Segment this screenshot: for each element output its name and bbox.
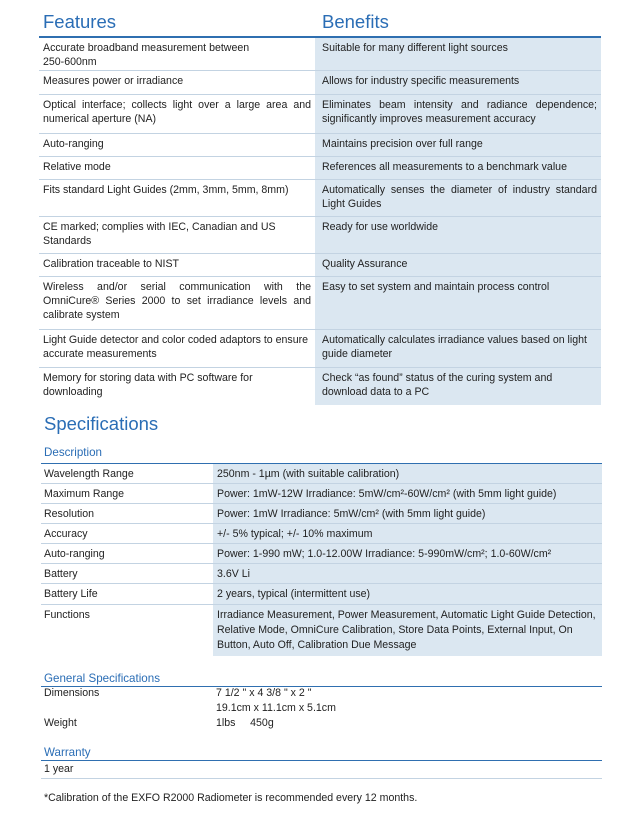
feature-cell: Auto-ranging [43, 138, 104, 150]
spec-value: 2 years, typical (intermittent use) [213, 584, 602, 604]
spec-row [41, 464, 602, 484]
benefit-cell: Check “as found” status of the curing system and download data to a PC [315, 368, 601, 405]
general-specifications-table [41, 686, 602, 731]
features-heading: Features [43, 11, 117, 32]
spec-label: Maximum Range [44, 488, 125, 500]
feature-row [39, 134, 601, 157]
feature-cell: Relative mode [43, 161, 111, 173]
warranty-heading: Warranty [44, 746, 91, 759]
feature-cell: Memory for storing data with PC software for downloading [43, 372, 253, 398]
feature-row [39, 95, 601, 134]
weight-row [41, 716, 602, 731]
feature-row [39, 180, 601, 217]
feature-row [39, 277, 601, 330]
spec-row [41, 605, 602, 656]
spec-value: 250nm - 1µm (with suitable calibration) [213, 464, 602, 483]
spec-row [41, 504, 602, 524]
spec-row [41, 484, 602, 504]
feature-row [39, 157, 601, 180]
benefit-cell: Automatically calculates irradiance values based on light guide diameter [315, 330, 601, 367]
dimensions-imperial: 7 1/2 " x 4 3/8 " x 2 " [216, 687, 312, 699]
spec-value: 3.6V Li [213, 564, 602, 583]
benefit-cell: Suitable for many different light sources [315, 38, 601, 70]
benefit-cell: References all measurements to a benchmark value [315, 157, 601, 179]
feature-cell: Wireless and/or serial communication with the OmniCure® Series 2000 to set irradiance levels and calibrate system [43, 281, 311, 321]
feature-row [39, 71, 601, 95]
dimensions-label: Dimensions [44, 687, 100, 699]
benefit-cell: Eliminates beam intensity and radiance dependence; significantly improves measurement accuracy [315, 95, 601, 133]
benefits-heading: Benefits [322, 11, 389, 32]
dimensions-metric: 19.1cm x 11.1cm x 5.1cm [216, 702, 336, 714]
dimensions-metric-row [41, 701, 602, 716]
general-specifications-heading: General Specifications [44, 672, 160, 685]
feature-row [39, 38, 601, 71]
feature-cell: Calibration traceable to NIST [43, 258, 180, 270]
feature-cell: CE marked; complies with IEC, Canadian and US Standards [43, 221, 276, 247]
warranty-value: 1 year [44, 763, 74, 775]
feature-row [39, 368, 601, 405]
warranty-bottom-divider [41, 778, 602, 779]
benefit-cell: Automatically senses the diameter of industry standard Light Guides [315, 180, 601, 216]
dimensions-row [41, 686, 602, 701]
benefit-cell: Maintains precision over full range [315, 134, 601, 156]
spec-label: Accuracy [44, 528, 88, 540]
description-heading: Description [44, 446, 102, 459]
feature-cell: Light Guide detector and color coded adaptors to ensure accurate measurements [43, 334, 309, 360]
features-benefits-table [39, 8, 601, 405]
spec-label: Resolution [44, 508, 95, 520]
feature-cell: Accurate broadband measurement between 250-600nm [43, 42, 250, 68]
feature-cell: Optical interface; collects light over a large area and numerical aperture (NA) [43, 99, 311, 125]
benefit-cell: Allows for industry specific measurements [315, 71, 601, 94]
weight-label: Weight [44, 717, 77, 729]
features-benefits-header [39, 8, 601, 38]
spec-label: Auto-ranging [44, 548, 105, 560]
feature-row [39, 330, 601, 368]
spec-value: Power: 1mW Irradiance: 5mW/cm² (with 5mm light guide) [213, 504, 602, 523]
spec-row [41, 564, 602, 584]
benefit-cell: Quality Assurance [315, 254, 601, 276]
spec-row [41, 584, 602, 605]
spec-row [41, 524, 602, 544]
feature-row [39, 217, 601, 254]
spec-value: +/- 5% typical; +/- 10% maximum [213, 524, 602, 543]
specifications-heading: Specifications [44, 413, 159, 434]
feature-cell: Fits standard Light Guides (2mm, 3mm, 5mm, 8mm) [43, 184, 289, 196]
spec-value: Power: 1mW-12W Irradiance: 5mW/cm²-60W/cm² (with 5mm light guide) [213, 484, 602, 503]
feature-cell: Measures power or irradiance [43, 75, 184, 87]
calibration-footnote: *Calibration of the EXFO R2000 Radiometer is recommended every 12 months. [44, 792, 418, 804]
benefit-cell: Ready for use worldwide [315, 217, 601, 253]
weight-value: 1lbs 450g [216, 717, 274, 729]
description-table [41, 464, 602, 656]
warranty-divider [41, 760, 602, 761]
spec-row [41, 544, 602, 564]
spec-label: Battery Life [44, 588, 98, 600]
spec-value: Power: 1-990 mW; 1.0-12.00W Irradiance: 5-990mW/cm²; 1.0-60W/cm² [213, 544, 602, 563]
spec-label: Battery [44, 568, 78, 580]
benefit-cell: Easy to set system and maintain process control [315, 277, 601, 329]
spec-label: Wavelength Range [44, 468, 134, 480]
spec-value: Irradiance Measurement, Power Measurement, Automatic Light Guide Detection, Relative Mode, OmniCure Calibration, Store Data Points, External Input, On Button, Auto Off, Calibration Due Message [213, 605, 602, 656]
feature-row [39, 254, 601, 277]
spec-label: Functions [44, 609, 90, 621]
